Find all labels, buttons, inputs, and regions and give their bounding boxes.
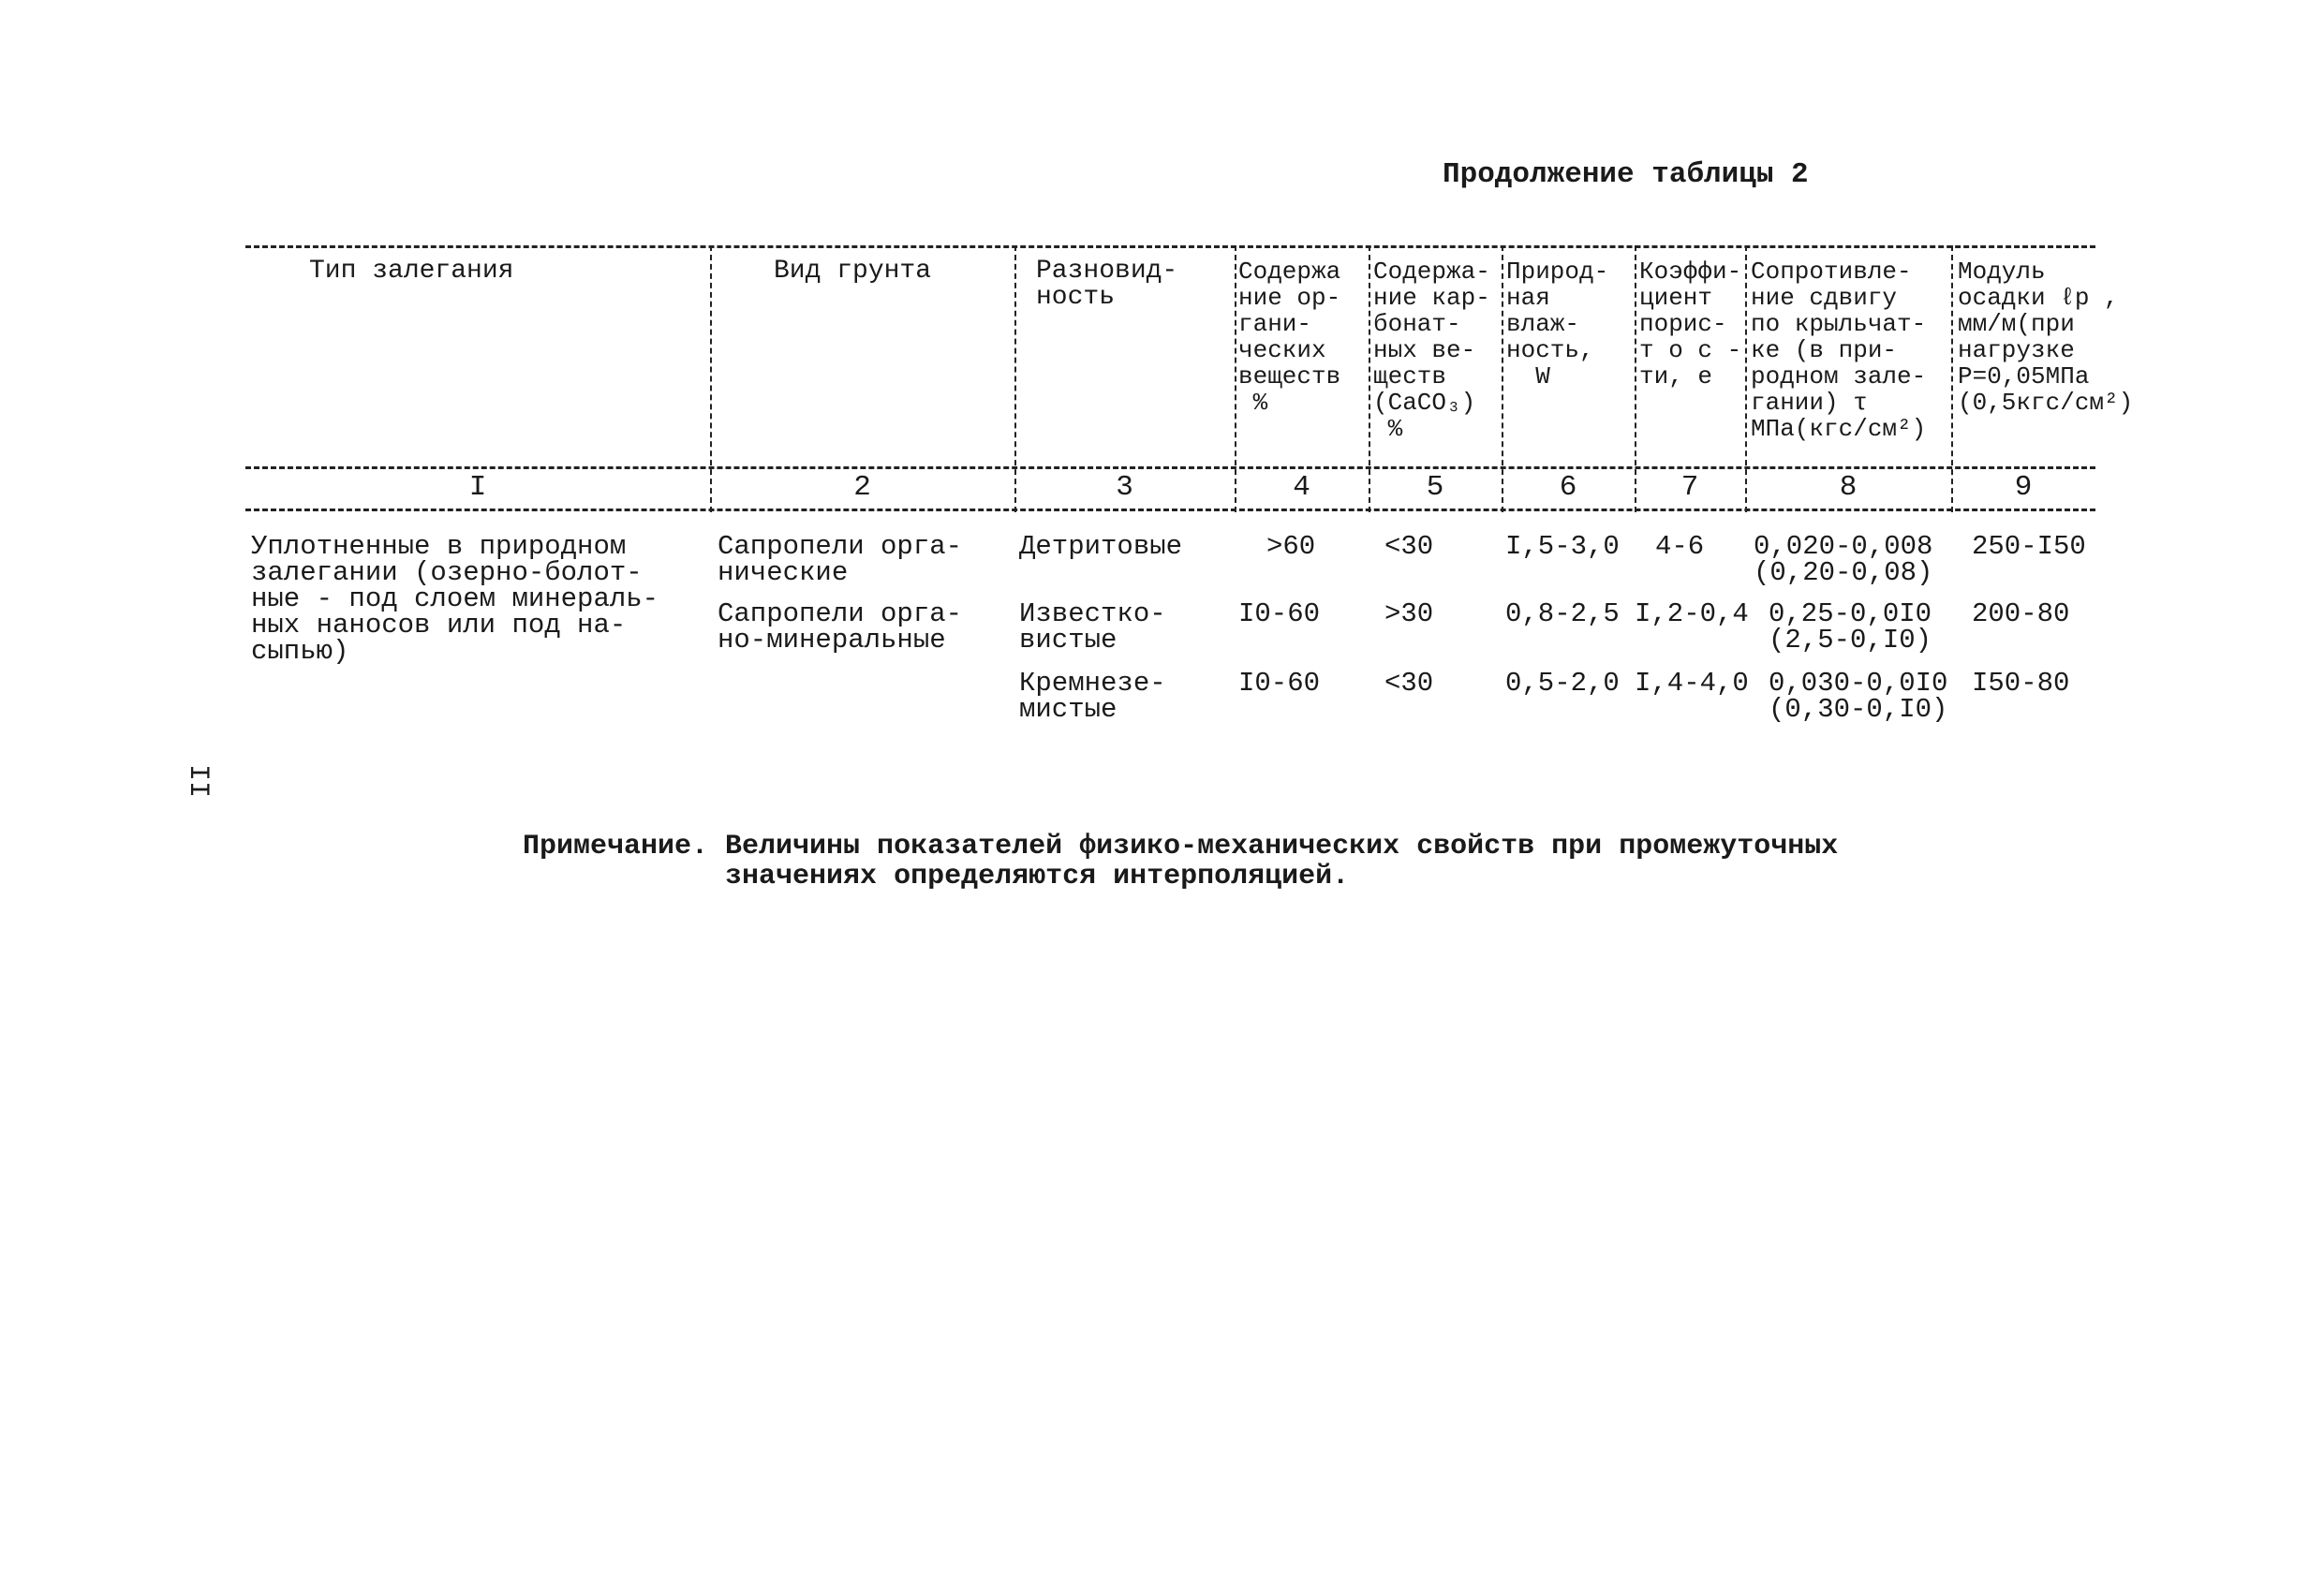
header-modulus: Модуль осадки ℓр , мм/м(при нагрузке Р=0,05МПа (0,5кгс/см²) xyxy=(1958,258,2134,417)
header-carbonate: Содержа- ние кар- бонат- ных ве- ществ (СаСО₃) % xyxy=(1373,258,1490,443)
col-number-9: 9 xyxy=(2014,471,2033,504)
col-number-4: 4 xyxy=(1293,471,1310,504)
row3-variety: Кремнезе- мистые xyxy=(1019,668,1166,725)
header-bottom-rule xyxy=(245,466,2095,469)
col-number-7: 7 xyxy=(1680,471,1699,504)
numbers-bottom-rule xyxy=(245,509,2095,511)
col-number-3: 3 xyxy=(1116,471,1133,504)
row3-modulus: I50-80 xyxy=(1972,668,2070,699)
header-variety: Разновид- ность xyxy=(1036,257,1178,312)
row1-shear: 0,020-0,008 (0,20-0,08) xyxy=(1754,531,1933,588)
header-organic: Содержа ние ор- гани- ческих веществ % xyxy=(1238,258,1341,417)
col-number-5: 5 xyxy=(1426,471,1444,504)
table-top-rule xyxy=(245,245,2095,248)
row2-porosity: I,2-0,4 xyxy=(1635,598,1749,629)
row2-variety: Известко- вистые xyxy=(1019,598,1166,656)
header-soil: Вид грунта xyxy=(774,257,932,286)
row1-organic: >60 xyxy=(1266,531,1316,562)
page-number: II xyxy=(182,764,214,799)
row3-carbonate: <30 xyxy=(1384,668,1434,699)
row3-organic: I0-60 xyxy=(1238,668,1321,699)
row2-shear: 0,25-0,0I0 (2,5-0,I0) xyxy=(1769,598,1932,656)
row1-modulus: 250-I50 xyxy=(1972,531,2086,562)
row1-type: Уплотненные в природном залегании (озерно-болот- ные - под слоем минераль- ных наносов или под на- сыпью) xyxy=(251,531,659,667)
col-number-6: 6 xyxy=(1559,471,1577,504)
header-shear: Сопротивле- ние сдвигу по крыльчат- ке (в при- родном зале- гании) τ МПа(кгс/см²) xyxy=(1751,258,1927,443)
header-porosity: Коэффи- циент порис- т о с - ти, е xyxy=(1639,258,1742,391)
row3-shear: 0,030-0,0I0 (0,30-0,I0) xyxy=(1769,668,1948,725)
col-number-8: 8 xyxy=(1839,471,1858,504)
row2-moisture: 0,8-2,5 xyxy=(1505,598,1620,629)
row2-soil: Сапропели орга- но-минеральные xyxy=(718,598,963,656)
table-caption: Продолжение таблицы 2 xyxy=(1443,158,1809,191)
row2-carbonate: >30 xyxy=(1384,598,1434,629)
row1-moisture: I,5-3,0 xyxy=(1505,531,1620,562)
col-number-2: 2 xyxy=(853,471,871,504)
row3-porosity: I,4-4,0 xyxy=(1635,668,1749,699)
col-number-1: I xyxy=(468,471,487,504)
row3-moisture: 0,5-2,0 xyxy=(1505,668,1620,699)
row2-modulus: 200-80 xyxy=(1972,598,2070,629)
header-type: Тип залегания xyxy=(309,257,514,286)
header-moisture: Природ- ная влаж- ность, W xyxy=(1506,258,1609,391)
row1-soil: Сапропели орга- нические xyxy=(718,531,963,588)
row1-porosity: 4-6 xyxy=(1655,531,1705,562)
row2-organic: I0-60 xyxy=(1238,598,1321,629)
row1-variety: Детритовые xyxy=(1019,531,1183,562)
table-note: Примечание. Величины показателей физико-механических свойств при промежуточных значениях определяются интерполяцией. xyxy=(523,831,1839,892)
row1-carbonate: <30 xyxy=(1384,531,1434,562)
